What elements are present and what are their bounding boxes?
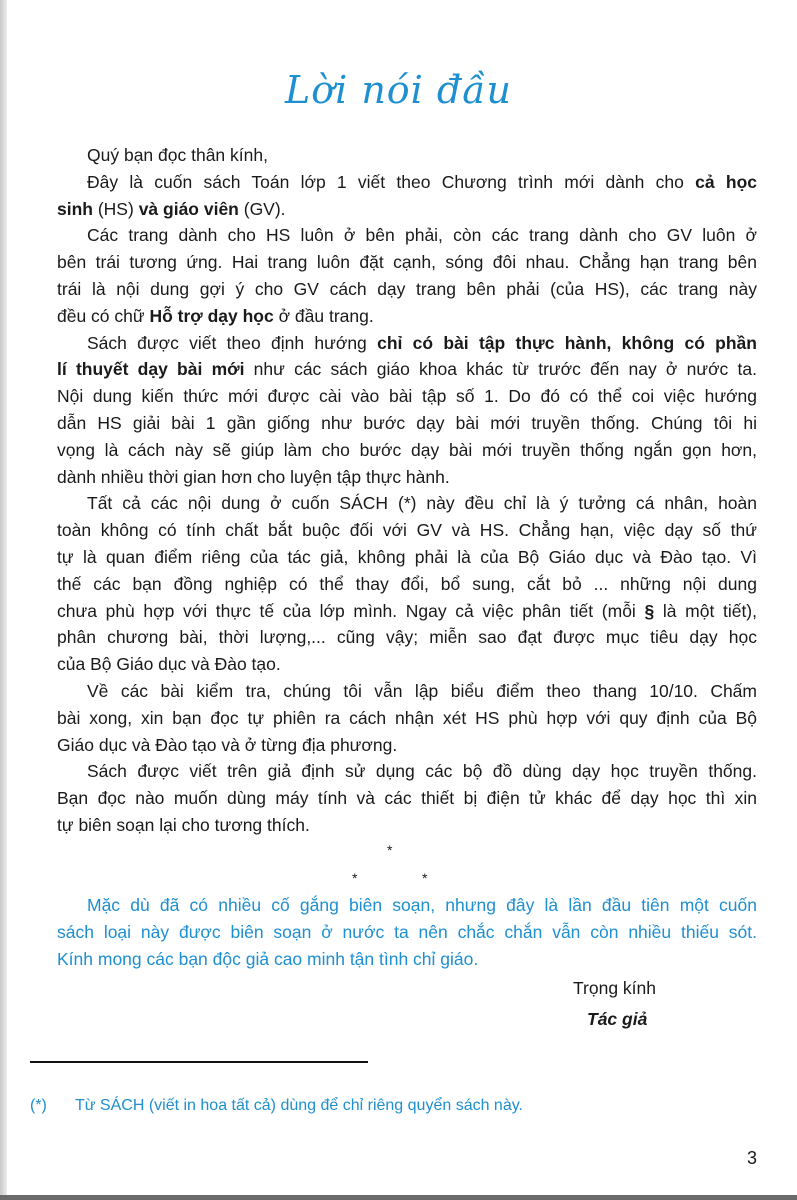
paragraph (57, 490, 757, 678)
text-line (57, 598, 757, 625)
paragraph (57, 758, 757, 838)
paragraph (57, 169, 757, 223)
text-segment: bài xong, xin bạn đọc tự phiên ra cách nhận xét HS phù hợp với quy định của Bộ (57, 707, 757, 728)
bold-text: cả học (695, 171, 757, 192)
paragraph (57, 678, 757, 758)
separator-star: * (387, 842, 393, 858)
text-segment: ở đầu trang. (273, 305, 374, 326)
signoff: Trọng kính (573, 978, 657, 998)
page-bottom-edge (0, 1195, 797, 1200)
text-segment: tự biên soạn lại cho tương thích. (57, 814, 310, 835)
text-segment: trái là nội dung gợi ý cho GV cách dạy trang bên phải (của HS), các trang này (57, 278, 757, 299)
text-segment: vọng là cách này sẽ giúp làm cho bước dạy bài mới truyền thống ngắn gọn hơn, (57, 439, 757, 460)
text-line (57, 732, 757, 759)
footnote-text: Từ SÁCH (viết in hoa tất cả) dùng để chỉ riêng quyển sách này. (75, 1097, 523, 1114)
text-segment: Sách được viết theo định hướng (87, 332, 378, 353)
text-line (57, 356, 757, 383)
text-segment: tự là quan điểm riêng của tác giả, không phải là của Bộ Giáo dục và Đào tạo. Vì (57, 546, 757, 567)
text-segment: phân chương bài, thời lượng,... cũng vậy; miễn sao đạt được mục tiêu dạy học (57, 627, 757, 648)
text-segment: thế các bạn đồng nghiệp có thể thay đổi, bổ sung, cắt bỏ ... những nội dung (57, 573, 757, 594)
text-segment: dành nhiều thời gian hơn cho luyện tập thực hành. (57, 466, 450, 487)
text-line (57, 464, 757, 491)
footnote (30, 1097, 523, 1115)
separator-star: * (422, 870, 428, 886)
text-segment: Bạn đọc nào muốn dùng máy tính và các thiết bị điện tử khác để dạy học thì xin (57, 788, 757, 809)
text-segment: (HS) (92, 198, 139, 219)
text-line (57, 437, 757, 464)
paragraph (57, 142, 757, 169)
text-segment: Tất cả các nội dung ở cuốn SÁCH (*) này đều chỉ là ý tưởng cá nhân, hoàn (87, 493, 757, 514)
bold-text: § (644, 600, 655, 621)
text-line (57, 249, 757, 276)
footnote-mark: (*) (30, 1097, 47, 1114)
text-line (57, 651, 757, 678)
text-segment: toàn không có tính chất bắt buộc đối với GV và HS. Chẳng hạn, việc dạy số thứ (57, 520, 757, 541)
text-line (57, 946, 757, 973)
separator-star: * (352, 870, 358, 886)
text-line (57, 276, 757, 303)
text-line (57, 142, 757, 169)
text-line (57, 330, 757, 357)
footnote-rule (30, 1061, 368, 1063)
text-segment: là một tiết), (654, 600, 757, 621)
paragraph (57, 330, 757, 491)
bold-text: Hỗ trợ dạy học (149, 305, 274, 326)
text-segment: như các sách giáo khoa khác từ trước đến nay ở nước ta. (244, 359, 757, 380)
page-title: Lời nói đầu (284, 68, 512, 112)
text-segment: Các trang dành cho HS luôn ở bên phải, còn các trang dành cho GV luôn ở (87, 225, 757, 246)
text-line (57, 383, 757, 410)
text-line (57, 571, 757, 598)
text-segment: Nội dung kiến thức mới được cài vào bài tập số 1. Do đó có thể coi việc hướng (57, 386, 757, 407)
text-line (57, 678, 757, 705)
bold-text: sinh (57, 198, 93, 219)
bold-text: lí thuyết dạy bài mới (57, 359, 245, 380)
text-segment: (GV). (238, 198, 286, 219)
paragraph (57, 222, 757, 329)
preface-body (57, 142, 757, 839)
text-segment: sách loại này được biên soạn ở nước ta nên chắc chắn vẫn còn nhiều thiếu sót. (57, 921, 757, 942)
text-line (57, 624, 757, 651)
text-line (57, 705, 757, 732)
text-line (57, 785, 757, 812)
text-segment: chưa phù hợp với thực tế của lớp mình. Ngay cả việc phân tiết (mỗi (57, 600, 645, 621)
text-segment: Về các bài kiểm tra, chúng tôi vẫn lập biểu điểm theo thang 10/10. Chấm (87, 680, 757, 701)
text-line (57, 490, 757, 517)
author-signature: Tác giả (587, 1009, 648, 1029)
closing-paragraph (57, 892, 757, 972)
text-segment: của Bộ Giáo dục và Đào tạo. (57, 654, 281, 675)
text-segment: Đây là cuốn sách Toán lớp 1 viết theo Chương trình mới dành cho (87, 171, 696, 192)
text-line (57, 517, 757, 544)
text-line (57, 812, 757, 839)
text-line (57, 303, 757, 330)
page-binding-edge (0, 0, 7, 1200)
page-number: 3 (746, 1148, 757, 1168)
text-segment: dẫn HS giải bài 1 gần giống như bước dạy bài mới truyền thống. Chúng tôi hi (57, 412, 757, 433)
bold-text: chỉ có bài tập thực hành, không có phần (377, 332, 757, 353)
text-segment: Mặc dù đã có nhiều cố gắng biên soạn, nhưng đây là lần đầu tiên một cuốn (87, 895, 757, 915)
bold-text: và giáo viên (138, 198, 239, 219)
text-line (57, 169, 757, 196)
text-segment: đều có chữ (57, 305, 150, 326)
text-line (57, 544, 757, 571)
text-line (57, 222, 757, 249)
text-segment: bên trái tương ứng. Hai trang luôn đặt cạnh, sóng đôi nhau. Chẳng hạn trang bên (57, 252, 757, 273)
text-line (57, 410, 757, 437)
text-segment: Giáo dục và Đào tạo và ở từng địa phương. (57, 734, 398, 755)
text-line (57, 758, 757, 785)
text-line (57, 892, 757, 919)
text-line (57, 919, 757, 946)
text-segment: Kính mong các bạn độc giả cao minh tận tình chỉ giáo. (57, 948, 479, 969)
text-segment: Quý bạn đọc thân kính, (87, 145, 268, 165)
text-line (57, 196, 757, 223)
text-segment: Sách được viết trên giả định sử dụng các bộ đồ dùng dạy học truyền thống. (87, 761, 757, 782)
